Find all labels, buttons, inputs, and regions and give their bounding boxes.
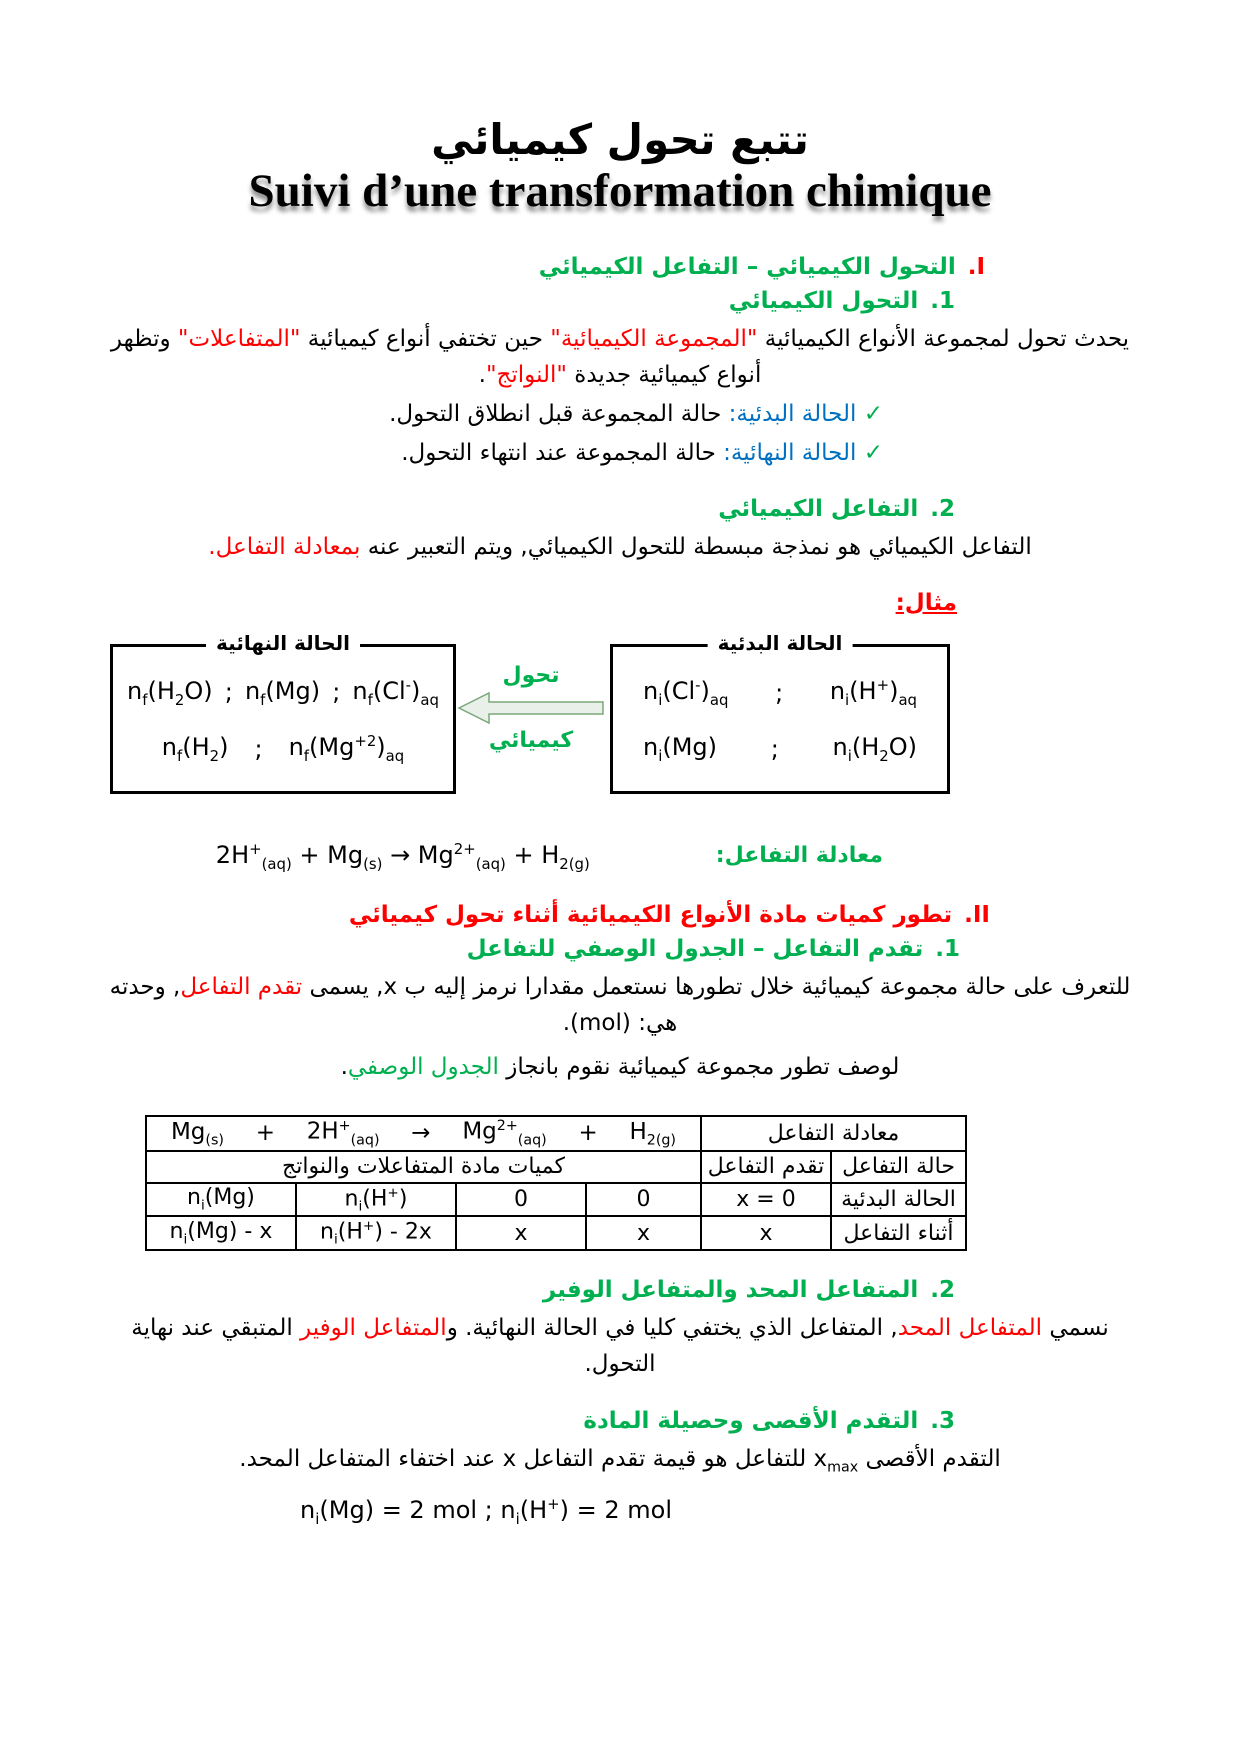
- formula-h2g: $H_{2(g)}$: [629, 1118, 676, 1149]
- paragraph-max-progress: [105, 1442, 1135, 1479]
- cell-ni-mg: $n_i(Mg)$: [146, 1183, 296, 1217]
- text-run: $x_{max}$: [813, 1446, 859, 1476]
- separator: ;: [332, 678, 341, 707]
- formula-ni-mg: $n_i(Mg)$: [643, 732, 718, 765]
- checkmark-icon: ✓: [856, 401, 883, 428]
- cell-x-2: x: [586, 1216, 701, 1250]
- formula-nf-mg: $n_f(Mg)$: [244, 676, 321, 709]
- subsection-2-3-heading: [105, 1408, 955, 1434]
- subsection-1-1-title: التحول الكيميائي: [728, 287, 919, 314]
- cell-zero-2: 0: [586, 1183, 701, 1217]
- formula-mg-s: $Mg_{(s)}$: [170, 1118, 224, 1149]
- reaction-progress-table: [145, 1115, 967, 1251]
- right-arrow-icon: →: [411, 1120, 431, 1147]
- subsection-1-1-heading: [105, 288, 955, 314]
- cell-x0: x = 0: [701, 1183, 831, 1217]
- separator: ;: [775, 678, 784, 707]
- final-state-label: الحالة النهائية: [206, 631, 360, 655]
- initial-state-label: الحالة البدئية: [708, 631, 853, 655]
- page-title-french: Suivi d’une transformation chimique: [248, 165, 992, 218]
- text-run: حين تختفي أنواع كيميائية: [300, 325, 551, 352]
- text-run: للتعرف على حالة مجموعة كيميائية خلال تطورها نستعمل مقدارا نرمز إليه ب x, يسمى: [302, 974, 1131, 1001]
- separator: ;: [254, 734, 263, 763]
- arrow-label-bottom: كيميائي: [488, 728, 574, 754]
- formula-2h: $2H^+_{(aq)}$: [306, 1118, 380, 1149]
- subsection-2-1-marker: .1: [935, 936, 960, 963]
- transformation-arrow: [457, 662, 605, 755]
- text-run: المتفاعل الوفير: [300, 1315, 447, 1341]
- text-run: نسمي: [1042, 1315, 1109, 1341]
- section-2-heading: [105, 902, 990, 928]
- subsection-1-1-marker: .1: [930, 287, 955, 314]
- text-run: المتفاعل المحد: [897, 1315, 1043, 1341]
- section-1-title: التحول الكيميائي – التفاعل الكيميائي: [538, 253, 956, 280]
- plus-sign: +: [578, 1120, 598, 1147]
- reaction-equation-label: معادلة التفاعل:: [715, 843, 883, 869]
- table-header-state: حالة التفاعل: [831, 1151, 966, 1183]
- table-row-initial: [146, 1183, 966, 1217]
- section-2-title: تطور كميات مادة الأنواع الكيميائية أثناء تحول كيميائي: [348, 902, 953, 929]
- subsection-2-2-title: المتفاعل المحد والمتفاعل الوفير: [542, 1277, 919, 1303]
- cell-x-1: x: [456, 1216, 586, 1250]
- text-run: تقدم التفاعل: [180, 974, 303, 1001]
- formula-nf-mg2: $n_f(Mg^{+2})_{aq}$: [288, 732, 405, 766]
- table-cell-equation: [146, 1116, 701, 1150]
- cell-state-during: أثناء التفاعل: [831, 1216, 966, 1250]
- table-equation: [151, 1118, 696, 1148]
- paragraph-limiting-reactant: [105, 1311, 1135, 1382]
- text-run: "المتفاعلات": [177, 325, 301, 352]
- formula-ni-h2o: $n_i(H_2O)$: [832, 732, 917, 765]
- cell-ni-mg-x: $n_i(Mg)$ - x: [146, 1216, 296, 1250]
- text-run: الجدول الوصفي: [347, 1053, 499, 1080]
- transformation-diagram: [105, 626, 1135, 824]
- text-run: "النواتج": [485, 361, 567, 388]
- reaction-equation-line: [105, 840, 1135, 873]
- subsection-2-3-title: التقدم الأقصى وحصيلة المادة: [583, 1408, 919, 1435]
- text-run: "المجموعة الكيميائية": [550, 325, 758, 352]
- arrow-label-top: تحول: [502, 662, 560, 688]
- text-run: .: [340, 1053, 348, 1080]
- reaction-equation: $2H^+_{(aq)} + Mg_{(s)} \to Mg^{2+}_{(aq)} + H_{2(g)}$: [215, 839, 590, 873]
- text-run: التقدم الأقصى: [858, 1446, 1001, 1473]
- cell-ni-h-2x: $n_i(H^+) - 2x$: [296, 1216, 456, 1250]
- text-run: التفاعل الكيميائي هو نمذجة مبسطة للتحول الكيميائي, ويتم التعبير عنه: [360, 533, 1032, 560]
- table-row-headers: [146, 1151, 966, 1183]
- checkmark-icon: ✓: [856, 439, 883, 466]
- section-1-heading: [105, 254, 985, 280]
- initial-state-row-2: [643, 733, 917, 765]
- example-label: مثال:: [895, 589, 957, 616]
- text-run: وتظهر أنواع كيميائية جديدة: [110, 325, 762, 388]
- text-run: المتبقي عند نهاية التحول.: [131, 1315, 656, 1377]
- cell-zero-1: 0: [456, 1183, 586, 1217]
- paragraph-descriptive-table: [105, 1050, 1135, 1086]
- subsection-2-2-marker: .2: [930, 1277, 955, 1303]
- text-run: بمعادلة التفاعل.: [208, 533, 361, 560]
- formula-nf-cl: $n_f(Cl^-)_{aq}$: [352, 676, 439, 709]
- formula-ni-h: $n_i(H^+)_{aq}$: [829, 676, 917, 710]
- formula-mg2plus: $Mg^{2+}_{(aq)}$: [462, 1118, 547, 1149]
- final-state-row-2: [127, 732, 439, 765]
- subsection-2-3-marker: .3: [930, 1408, 955, 1435]
- text-run: .: [478, 361, 486, 388]
- text-run: , المتفاعل الذي يختفي كليا في الحالة النهائية. و: [446, 1315, 898, 1341]
- text-run: حالة المجموعة عند انتهاء التحول.: [401, 439, 724, 466]
- initial-state-box: [610, 630, 950, 794]
- text-run: الحالة البدئية:: [728, 401, 857, 428]
- text-run: حالة المجموعة قبل انطلاق التحول.: [389, 401, 729, 428]
- page-title-arabic: تتبع تحول كيميائي: [431, 115, 809, 164]
- final-state-row-1: [127, 676, 439, 709]
- text-run: الحالة النهائية:: [723, 439, 857, 466]
- formula-ni-cl: $n_i(Cl^-)_{aq}$: [643, 676, 729, 710]
- subsection-1-2-title: التفاعل الكيميائي: [718, 495, 919, 522]
- cell-state-initial: الحالة البدئية: [831, 1183, 966, 1217]
- table-row-during: [146, 1216, 966, 1250]
- subsection-2-1-heading: [105, 936, 960, 962]
- paragraph-chemical-transformation: [105, 322, 1135, 393]
- final-state-box: [110, 630, 456, 794]
- section-2-marker: .II: [964, 902, 990, 929]
- text-run: لوصف تطور مجموعة كيميائية نقوم بانجاز: [498, 1053, 900, 1080]
- left-block-arrow-icon: [457, 691, 605, 725]
- subsection-1-2-heading: [105, 496, 955, 522]
- paragraph-chemical-reaction: [105, 530, 1135, 566]
- initial-amounts: $n_i(Mg) = 2$ mol ; $n_i(H^+) = 2$ mol: [300, 1494, 672, 1528]
- cell-x-3: x: [701, 1216, 831, 1250]
- final-state-definition: [105, 437, 883, 470]
- text-run: للتفاعل هو قيمة تقدم التفاعل x عند اختفاء المتفاعل المحد.: [239, 1446, 814, 1473]
- cell-ni-h: $n_i(H^+)$: [296, 1183, 456, 1217]
- paragraph-reaction-progress: [105, 970, 1135, 1041]
- table-header-equation: معادلة التفاعل: [701, 1116, 966, 1150]
- text-run: يحدث تحول لمجموعة الأنواع الكيميائية: [757, 325, 1130, 352]
- formula-nf-h2o: $n_f(H_2O)$: [127, 676, 213, 709]
- formula-nf-h2: $n_f(H_2)$: [161, 732, 229, 765]
- separator: ;: [224, 678, 233, 707]
- subsection-2-1-title: تقدم التفاعل – الجدول الوصفي للتفاعل: [466, 936, 924, 963]
- initial-state-row-1: [643, 676, 917, 709]
- table-header-progress: تقدم التفاعل: [701, 1151, 831, 1183]
- subsection-2-2-heading: [105, 1277, 955, 1303]
- section-1-marker: .I: [967, 253, 985, 280]
- text-run: , وحدته هي: (mol).: [109, 974, 678, 1037]
- initial-state-definition: [105, 398, 883, 431]
- plus-sign: +: [255, 1120, 275, 1147]
- table-header-quantities: كميات مادة المتفاعلات والنواتج: [146, 1151, 701, 1183]
- subsection-1-2-marker: .2: [930, 495, 955, 522]
- table-row-equation: [146, 1116, 966, 1150]
- separator: ;: [770, 734, 779, 763]
